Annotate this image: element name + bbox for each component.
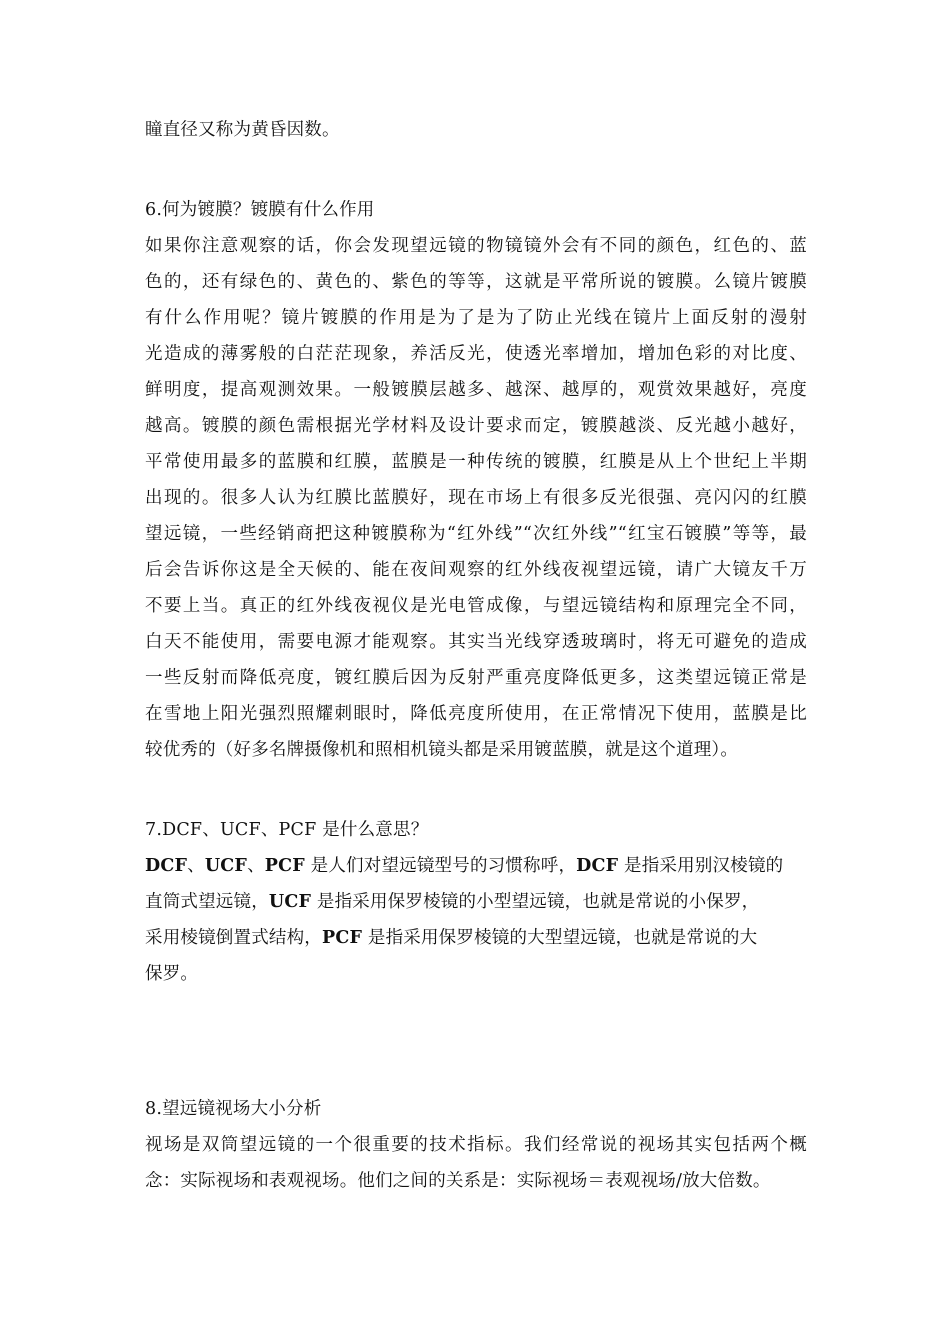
text-run: 、 <box>187 856 205 876</box>
text-run: 是指采用保罗棱镜的小型望远镜，也就是常说的小保罗， <box>311 892 760 912</box>
section7-line <box>145 926 757 950</box>
term-pcf: PCF <box>322 928 363 948</box>
section6-line: 越高。镀膜的颜色需根据光学材料及设计要求而定，镀膜越淡、反光越小越好， <box>145 416 807 436</box>
section7-line <box>145 854 783 878</box>
section6-line: 后会告诉你这是全天候的、能在夜间观察的红外线夜视望远镜，请广大镜友千万 <box>145 560 807 580</box>
term-ucf: UCF <box>268 892 312 912</box>
section6-line: 有什么作用呢？镜片镀膜的作用是为了是为了防止光线在镜片上面反射的漫射 <box>145 308 807 328</box>
term-pcf: PCF <box>264 856 305 876</box>
section7-heading: 7.DCF、UCF、PCF 是什么意思？ <box>145 820 429 840</box>
section6-line: 在雪地上阳光强烈照耀刺眼时，降低亮度所使用，在正常情况下使用，蓝膜是比 <box>145 704 807 724</box>
section6-line: 白天不能使用，需要电源才能观察。其实当光线穿透玻璃时，将无可避免的造成 <box>145 632 807 652</box>
section6-line: 一些反射而降低亮度，镀红膜后因为反射严重亮度降低更多，这类望远镜正常是 <box>145 668 807 688</box>
term-dcf: DCF <box>576 856 619 876</box>
section6-line: 色的，还有绿色的、黄色的、紫色的等等，这就是平常所说的镀膜。么镜片镀膜 <box>145 272 807 292</box>
text-run: 采用棱镜倒置式结构， <box>145 928 322 948</box>
section6-line: 出现的。很多人认为红膜比蓝膜好，现在市场上有很多反光很强、亮闪闪的红膜 <box>145 488 807 508</box>
term-ucf: UCF <box>204 856 248 876</box>
section6-line: 望远镜，一些经销商把这种镀膜称为“红外线”“次红外线”“红宝石镀膜”等等，最 <box>145 524 807 544</box>
section8-line: 视场是双筒望远镜的一个很重要的技术指标。我们经常说的视场其实包括两个概 <box>145 1135 807 1155</box>
section7-line: 保罗。 <box>145 964 199 984</box>
section6-line: 如果你注意观察的话，你会发现望远镜的物镜镜外会有不同的颜色，红色的、蓝 <box>145 236 807 256</box>
text-run: 是指采用保罗棱镜的大型望远镜，也就是常说的大 <box>362 928 758 948</box>
section8-heading: 8.望远镜视场大小分析 <box>145 1099 322 1119</box>
section6-line: 不要上当。真正的红外线夜视仪是光电管成像，与望远镜结构和原理完全不同， <box>145 596 807 616</box>
text-run: 是指采用别汉棱镜的 <box>618 856 784 876</box>
term-dcf: DCF <box>145 856 188 876</box>
text-run: 直筒式望远镜， <box>145 892 269 912</box>
section5-tail: 瞳直径又称为黄昏因数。 <box>145 120 340 140</box>
section6-line: 平常使用最多的蓝膜和红膜，蓝膜是一种传统的镀膜，红膜是从上个世纪上半期 <box>145 452 807 472</box>
section6-line: 光造成的薄雾般的白茫茫现象，养活反光，使透光率增加，增加色彩的对比度、 <box>145 344 807 364</box>
section6-line: 鲜明度，提高观测效果。一般镀膜层越多、越深、越厚的，观赏效果越好，亮度 <box>145 380 807 400</box>
section8-line: 念：实际视场和表观视场。他们之间的关系是：实际视场＝表观视场/放大倍数。 <box>145 1171 771 1191</box>
section7-line <box>145 890 759 914</box>
section6-line: 较优秀的（好多名牌摄像机和照相机镜头都是采用镀蓝膜，就是这个道理）。 <box>145 740 739 760</box>
text-run: 是人们对望远镜型号的习惯称呼， <box>304 856 577 876</box>
section6-heading: 6.何为镀膜？镀膜有什么作用 <box>145 200 375 220</box>
text-run: 、 <box>247 856 265 876</box>
